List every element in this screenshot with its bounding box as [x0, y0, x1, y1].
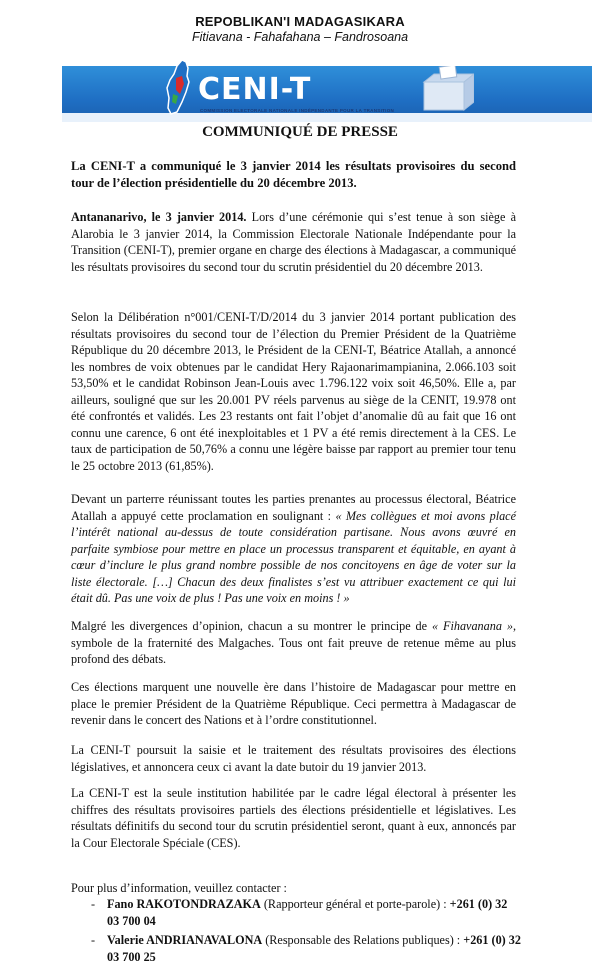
republic-motto: Fitiavana - Fahafahana – Fandrosoana	[191, 30, 409, 44]
ceni-banner	[62, 66, 592, 122]
paragraph-institution: La CENI-T est la seule institution habilitée par le cadre légal électoral à présenter les chiffres des résultats provisoires partiels des élections présidentielle et législatives. Les résultats définitifs du second tour du scrutin présidentiel seront, quant à eux, annoncés par la Cour Electorale Spéciale (CES).	[71, 786, 516, 850]
contact-heading: Pour plus d’information, veuillez contacter :	[71, 881, 287, 895]
ceni-logo-subtitle: COMMISSION ELECTORALE NATIONALE INDÉPENDANTE POUR LA TRANSITION	[200, 108, 395, 113]
dateline: Antananarivo, le 3 janvier 2014.	[71, 210, 247, 224]
contact-list	[91, 896, 521, 968]
paragraph-results: Selon la Délibération n°001/CENI-T/D/2014 du 3 janvier 2014 portant publication des résultats provisoires du second tour de l’élection du Premier Président de la Quatrième République du 20 décembre 2013, le Président de la CENI-T, Béatrice Atallah, a annoncé les nombres de voix obtenues par le candidat Hery Rajaonarimampianina, 2.066.103 soit 53,50% et le candidat Robinson Jean-Louis avec 1.796.122 voix soit 46,50%. Elle a, par ailleurs, souligné que sur les 20.001 PV réels parvenus au siège de la CENIT, 19.978 ont été confrontés et validés. Les 23 restants ont fait l’objet d’anomalie dû au fait que 16 ont connu une carence, 6 ont été inexploitables et 1 PV a été remis directement à la CES. Le taux de participation de 50,76% a connu une légère baisse par rapport au premier tour tenu le 25 octobre 2013 (61,85%).	[71, 310, 516, 473]
banner-lower-strip	[62, 113, 592, 122]
contact-item	[91, 932, 521, 965]
quote-intro: Devant un parterre réunissant toutes les parties prenantes au processus électoral, Béatrice Atallah a appuyé cette proclamation en soulignant :	[71, 492, 516, 523]
fihavanana-term: « Fihavanana »	[432, 619, 513, 633]
contact-phone[interactable]: +261 (0) 32 03 700 25	[107, 933, 521, 964]
ceni-logo-text: CENI-T	[198, 72, 312, 107]
republic-name: REPOBLIKAN'I MADAGASIKARA	[195, 14, 405, 29]
list-dash: -	[91, 933, 96, 947]
paragraph-new-era: Ces élections marquent une nouvelle ère dans l’histoire de Madagascar pour mettre en place le premier Président de la Quatrième République. Ceci permettra à Madagascar de revenir dans le concert des Nations et à l’ordre constitutionnel.	[71, 680, 516, 727]
paragraph-ceremony	[71, 209, 516, 275]
madagascar-map-icon	[162, 58, 194, 116]
paragraph-ceremony-text: Lors d’une cérémonie qui s’est tenue à son siège à Alarobia le 3 janvier 2014, la Commission Electorale Nationale Indépendante pour la Transition (CENI-T), premier organe en charge des élections à Madagascar, a communiqué les résultats provisoires du second tour du scrutin présidentiel du 20 décembre 2013.	[71, 210, 516, 274]
fihavanana-before: Malgré les divergences d’opinion, chacun a su montrer le principe de	[71, 619, 432, 633]
paragraph-legislative: La CENI-T poursuit la saisie et le traitement des résultats provisoires des élections législatives, et annoncera ceux ci avant la date butoir du 19 janvier 2013.	[71, 743, 516, 774]
list-dash: -	[91, 897, 96, 911]
contact-phone[interactable]: +261 (0) 32 03 700 04	[107, 897, 508, 928]
contact-name: Fano RAKOTONDRAZAKA	[107, 897, 261, 911]
contact-role: (Rapporteur général et porte-parole) :	[260, 897, 450, 911]
contact-name: Valerie ANDRIANAVALONA	[107, 933, 263, 947]
contact-item	[91, 896, 521, 929]
quote-text: « Mes collègues et moi avons placé l’intérêt national au-dessus de toute considération partisane. Nous avons œuvré en parfaite symbiose pour mettre en place un processus transparent et équitable, en ayant à cœur d’inclure le plus grand nombre possible de nos concitoyens en âge de voter sur la liste électorale. […] Chacun des deux finalistes s’est vu attribuer exactement ce qui lui était dû. Pas une voix de plus ! Pas une voix en moins ! »	[71, 508, 516, 605]
fihavanana-after: , symbole de la fraternité des Malgaches. Tous ont fait preuve de retenue même au plus profond des débats.	[71, 619, 516, 666]
paragraph-quote	[71, 491, 516, 607]
ballot-box-icon	[414, 66, 474, 112]
contact-role: (Responsable des Relations publiques) :	[262, 933, 464, 947]
paragraph-fihavanana	[71, 618, 516, 668]
lead-paragraph: La CENI-T a communiqué le 3 janvier 2014 les résultats provisoires du second tour de l’élection présidentielle du 20 décembre 2013.	[71, 159, 516, 190]
page-title: COMMUNIQUÉ DE PRESSE	[202, 124, 398, 140]
